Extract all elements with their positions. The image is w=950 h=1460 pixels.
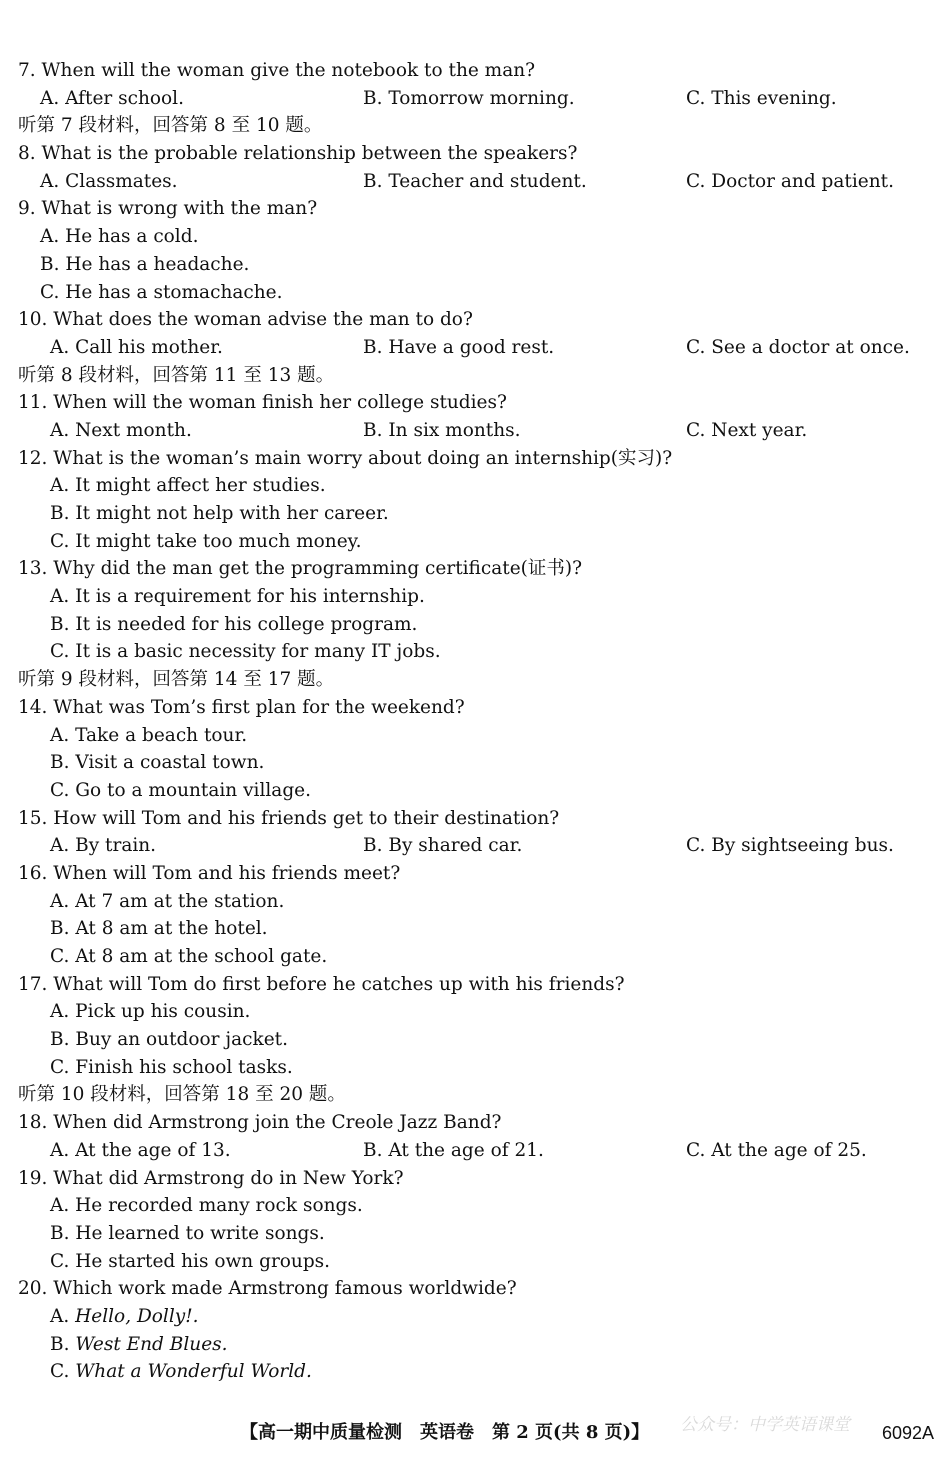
watermark: 公众号：中学英语课堂	[680, 1415, 850, 1435]
option-a: A. By train.	[50, 835, 157, 857]
option-c: C. He has a stomachache.	[40, 281, 283, 303]
question-13: 13. Why did the man get the programming certificate(证书)?	[18, 558, 583, 580]
question-12: 12. What is the woman’s main worry about doing an internship(实习)?	[18, 447, 673, 469]
question-8-options	[18, 168, 938, 196]
option-b: B. Teacher and student.	[363, 170, 587, 192]
option-a: A. At 7 am at the station.	[50, 890, 285, 912]
option-c: C. By sightseeing bus.	[686, 835, 894, 857]
exam-code: 6092A	[881, 1423, 934, 1443]
option-b: B. It might not help with her career.	[50, 503, 389, 524]
option-label: A.	[50, 1305, 70, 1327]
question-10: 10. What does the woman advise the man to do?	[18, 309, 473, 331]
option-b: B. Tomorrow morning.	[363, 87, 575, 109]
option-b: B. Have a good rest.	[363, 336, 555, 358]
option-a: A. At the age of 13.	[50, 1139, 231, 1161]
page-footer	[0, 1415, 950, 1448]
option-a: A. Take a beach tour.	[50, 724, 248, 746]
question-list	[18, 57, 938, 1386]
option-c: C. See a doctor at once.	[686, 336, 910, 358]
question-18-options	[18, 1137, 938, 1165]
option-c: C. At 8 am at the school gate.	[50, 946, 328, 967]
question-14: 14. What was Tom’s first plan for the weekend?	[18, 696, 465, 718]
section-heading-9: 听第 9 段材料，回答第 14 至 17 题。	[18, 669, 335, 691]
option-c: C. He started his own groups.	[50, 1250, 331, 1272]
option-a: A. Pick up his cousin.	[50, 1001, 251, 1023]
option-a: A. Classmates.	[40, 170, 178, 192]
question-18: 18. When did Armstrong join the Creole Jazz Band?	[18, 1112, 502, 1134]
question-20: 20. Which work made Armstrong famous worldwide?	[18, 1278, 517, 1300]
work-title: Hello, Dolly!.	[75, 1305, 199, 1327]
option-a: A. It is a requirement for his internship.	[50, 586, 425, 608]
question-7: 7. When will the woman give the notebook to the man?	[18, 60, 536, 81]
option-a: A. Next month.	[50, 419, 192, 441]
work-title: What a Wonderful World.	[75, 1361, 312, 1383]
option-a: A. It might affect her studies.	[50, 475, 326, 497]
option-b: B. By shared car.	[363, 835, 523, 857]
option-a: A. After school.	[40, 87, 184, 109]
option-c: C. At the age of 25.	[686, 1139, 867, 1161]
option-b: B. Visit a coastal town.	[50, 752, 265, 774]
option-b	[18, 1331, 938, 1359]
option-b: B. At the age of 21.	[363, 1139, 544, 1161]
footer-title: 【高一期中质量检测 英语卷 第 2 页(共 8 页)】	[240, 1422, 650, 1443]
option-b: B. It is needed for his college program.	[50, 613, 418, 635]
option-c: C. Finish his school tasks.	[50, 1056, 293, 1078]
option-a: A. Call his mother.	[50, 336, 223, 358]
option-c: C. It is a basic necessity for many IT jobs.	[50, 641, 441, 663]
option-a: A. He recorded many rock songs.	[50, 1195, 363, 1217]
section-heading-8: 听第 8 段材料，回答第 11 至 13 题。	[18, 364, 335, 386]
option-a: A. He has a cold.	[40, 226, 199, 248]
option-c: C. Next year.	[686, 419, 808, 441]
question-9: 9. What is wrong with the man?	[18, 198, 318, 220]
question-7-options	[18, 85, 938, 113]
question-10-options	[18, 334, 938, 362]
option-label: B.	[50, 1333, 70, 1355]
question-19: 19. What did Armstrong do in New York?	[18, 1167, 404, 1189]
option-c: C. Doctor and patient.	[686, 170, 894, 192]
option-b: B. At 8 am at the hotel.	[50, 918, 268, 940]
question-16: 16. When will Tom and his friends meet?	[18, 862, 401, 884]
option-c: C. It might take too much money.	[50, 530, 362, 552]
section-heading-10: 听第 10 段材料，回答第 18 至 20 题。	[18, 1084, 346, 1106]
question-11: 11. When will the woman finish her college studies?	[18, 392, 507, 414]
option-c	[18, 1358, 938, 1386]
option-b: B. He has a headache.	[40, 253, 250, 275]
option-a	[18, 1303, 938, 1331]
option-b: B. Buy an outdoor jacket.	[50, 1029, 288, 1051]
option-c: C. This evening.	[686, 87, 837, 109]
question-15: 15. How will Tom and his friends get to their destination?	[18, 807, 560, 829]
work-title: West End Blues.	[75, 1333, 228, 1355]
question-17: 17. What will Tom do first before he catches up with his friends?	[18, 973, 625, 995]
section-heading-7: 听第 7 段材料，回答第 8 至 10 题。	[18, 115, 323, 137]
option-b: B. He learned to write songs.	[50, 1222, 325, 1244]
option-b: B. In six months.	[363, 419, 521, 441]
question-15-options	[18, 832, 938, 860]
question-8: 8. What is the probable relationship between the speakers?	[18, 143, 578, 165]
option-c: C. Go to a mountain village.	[50, 779, 312, 801]
question-11-options	[18, 417, 938, 445]
option-label: C.	[50, 1361, 70, 1383]
